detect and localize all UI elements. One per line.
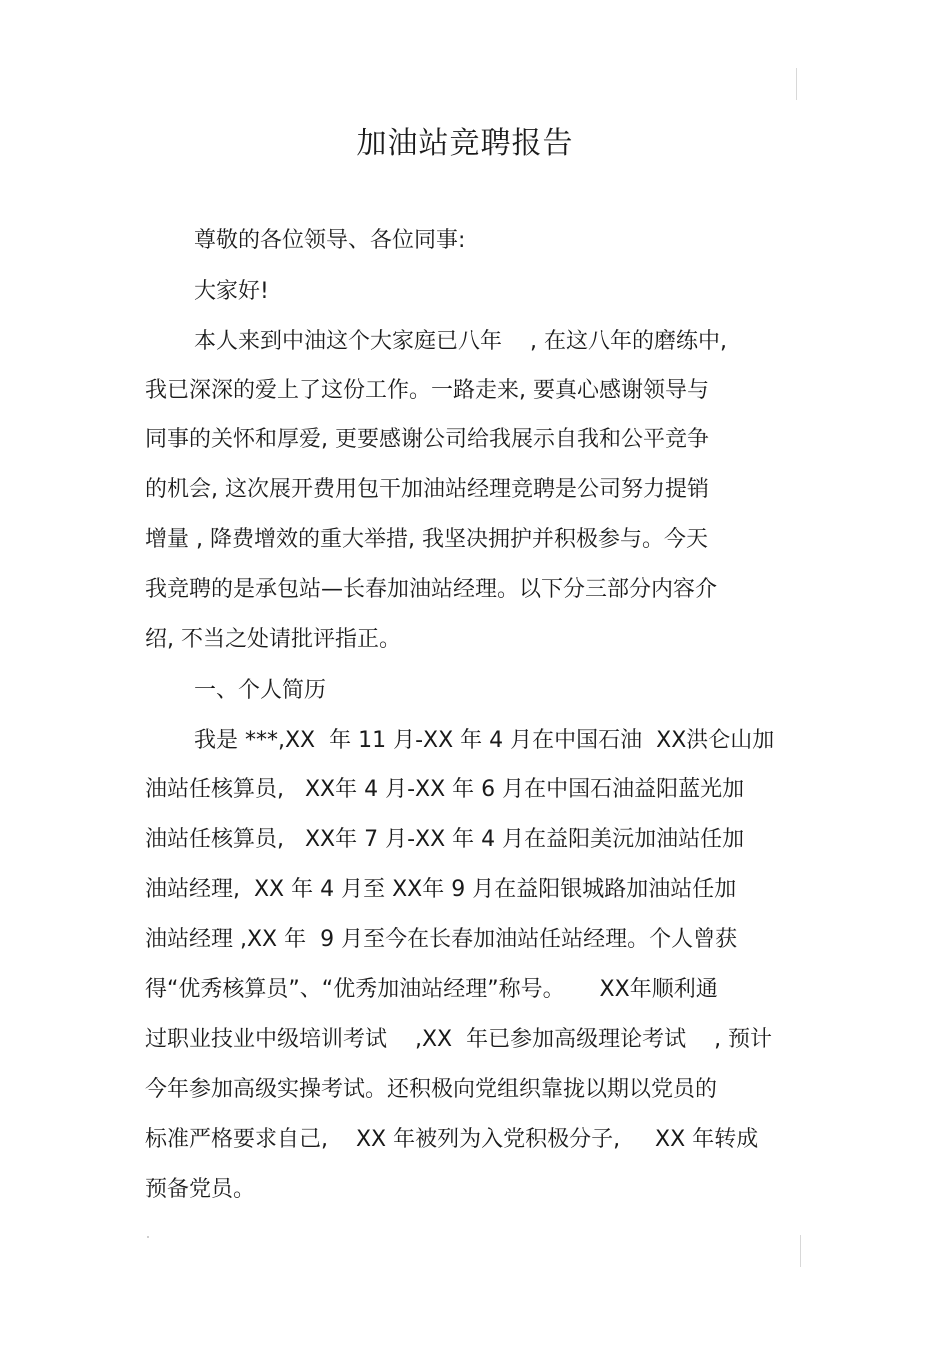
paragraph-line: 预备党员。	[145, 1177, 256, 1202]
paragraph-line: 同事的关怀和厚爱, 更要感谢公司给我展示自我和公平竞争	[145, 427, 709, 452]
paragraph-line: 过职业技业中级培训考试 ,XX 年已参加高级理论考试 , 预计	[145, 1027, 773, 1052]
paragraph-line: 标准严格要求自己, XX 年被列为入党积极分子, XX 年转成	[145, 1127, 759, 1152]
paragraph-line: 油站任核算员, XX年 4 月-XX 年 6 月在中国石油益阳蓝光加	[145, 777, 745, 802]
paragraph-line: 增量 , 降费增效的重大举措, 我坚决拥护并积极参与。今天	[145, 527, 708, 552]
margin-dot	[147, 1236, 149, 1238]
paragraph-line: 我竞聘的是承包站—长春加油站经理。以下分三部分内容介	[145, 577, 718, 602]
salutation: 尊敬的各位领导、各位同事:	[194, 228, 466, 253]
paragraph-line: 绍, 不当之处请批评指正。	[145, 627, 401, 652]
paragraph-line: 油站任核算员, XX年 7 月-XX 年 4 月在益阳美沅加油站任加	[145, 827, 745, 852]
paragraph-line: 油站经理, XX 年 4 月至 XX年 9 月在益阳银城路加油站任加	[145, 877, 737, 902]
document-title: 加油站竞聘报告	[356, 126, 574, 161]
paragraph-line: 油站经理 ,XX 年 9 月至今在长春加油站任站经理。个人曾获	[145, 927, 738, 952]
margin-mark-bottom	[800, 1235, 801, 1267]
paragraph-line: 本人来到中油这个大家庭已八年 , 在这八年的磨练中,	[194, 329, 727, 354]
margin-mark-top	[796, 68, 797, 100]
paragraph-line: 得“优秀核算员”、“优秀加油站经理”称号。 XX年顺利通	[145, 977, 718, 1002]
section-heading: 一、个人简历	[194, 678, 327, 703]
paragraph-line: 我是 ***,XX 年 11 月-XX 年 4 月在中国石油 XX洪仑山加	[194, 728, 775, 753]
paragraph-line: 我已深深的爱上了这份工作。一路走来, 要真心感谢领导与	[145, 378, 709, 403]
greeting: 大家好!	[194, 279, 269, 304]
paragraph-line: 今年参加高级实操考试。还积极向党组织靠拢以期以党员的	[145, 1077, 718, 1102]
paragraph-line: 的机会, 这次展开费用包干加油站经理竞聘是公司努力提销	[145, 477, 709, 502]
